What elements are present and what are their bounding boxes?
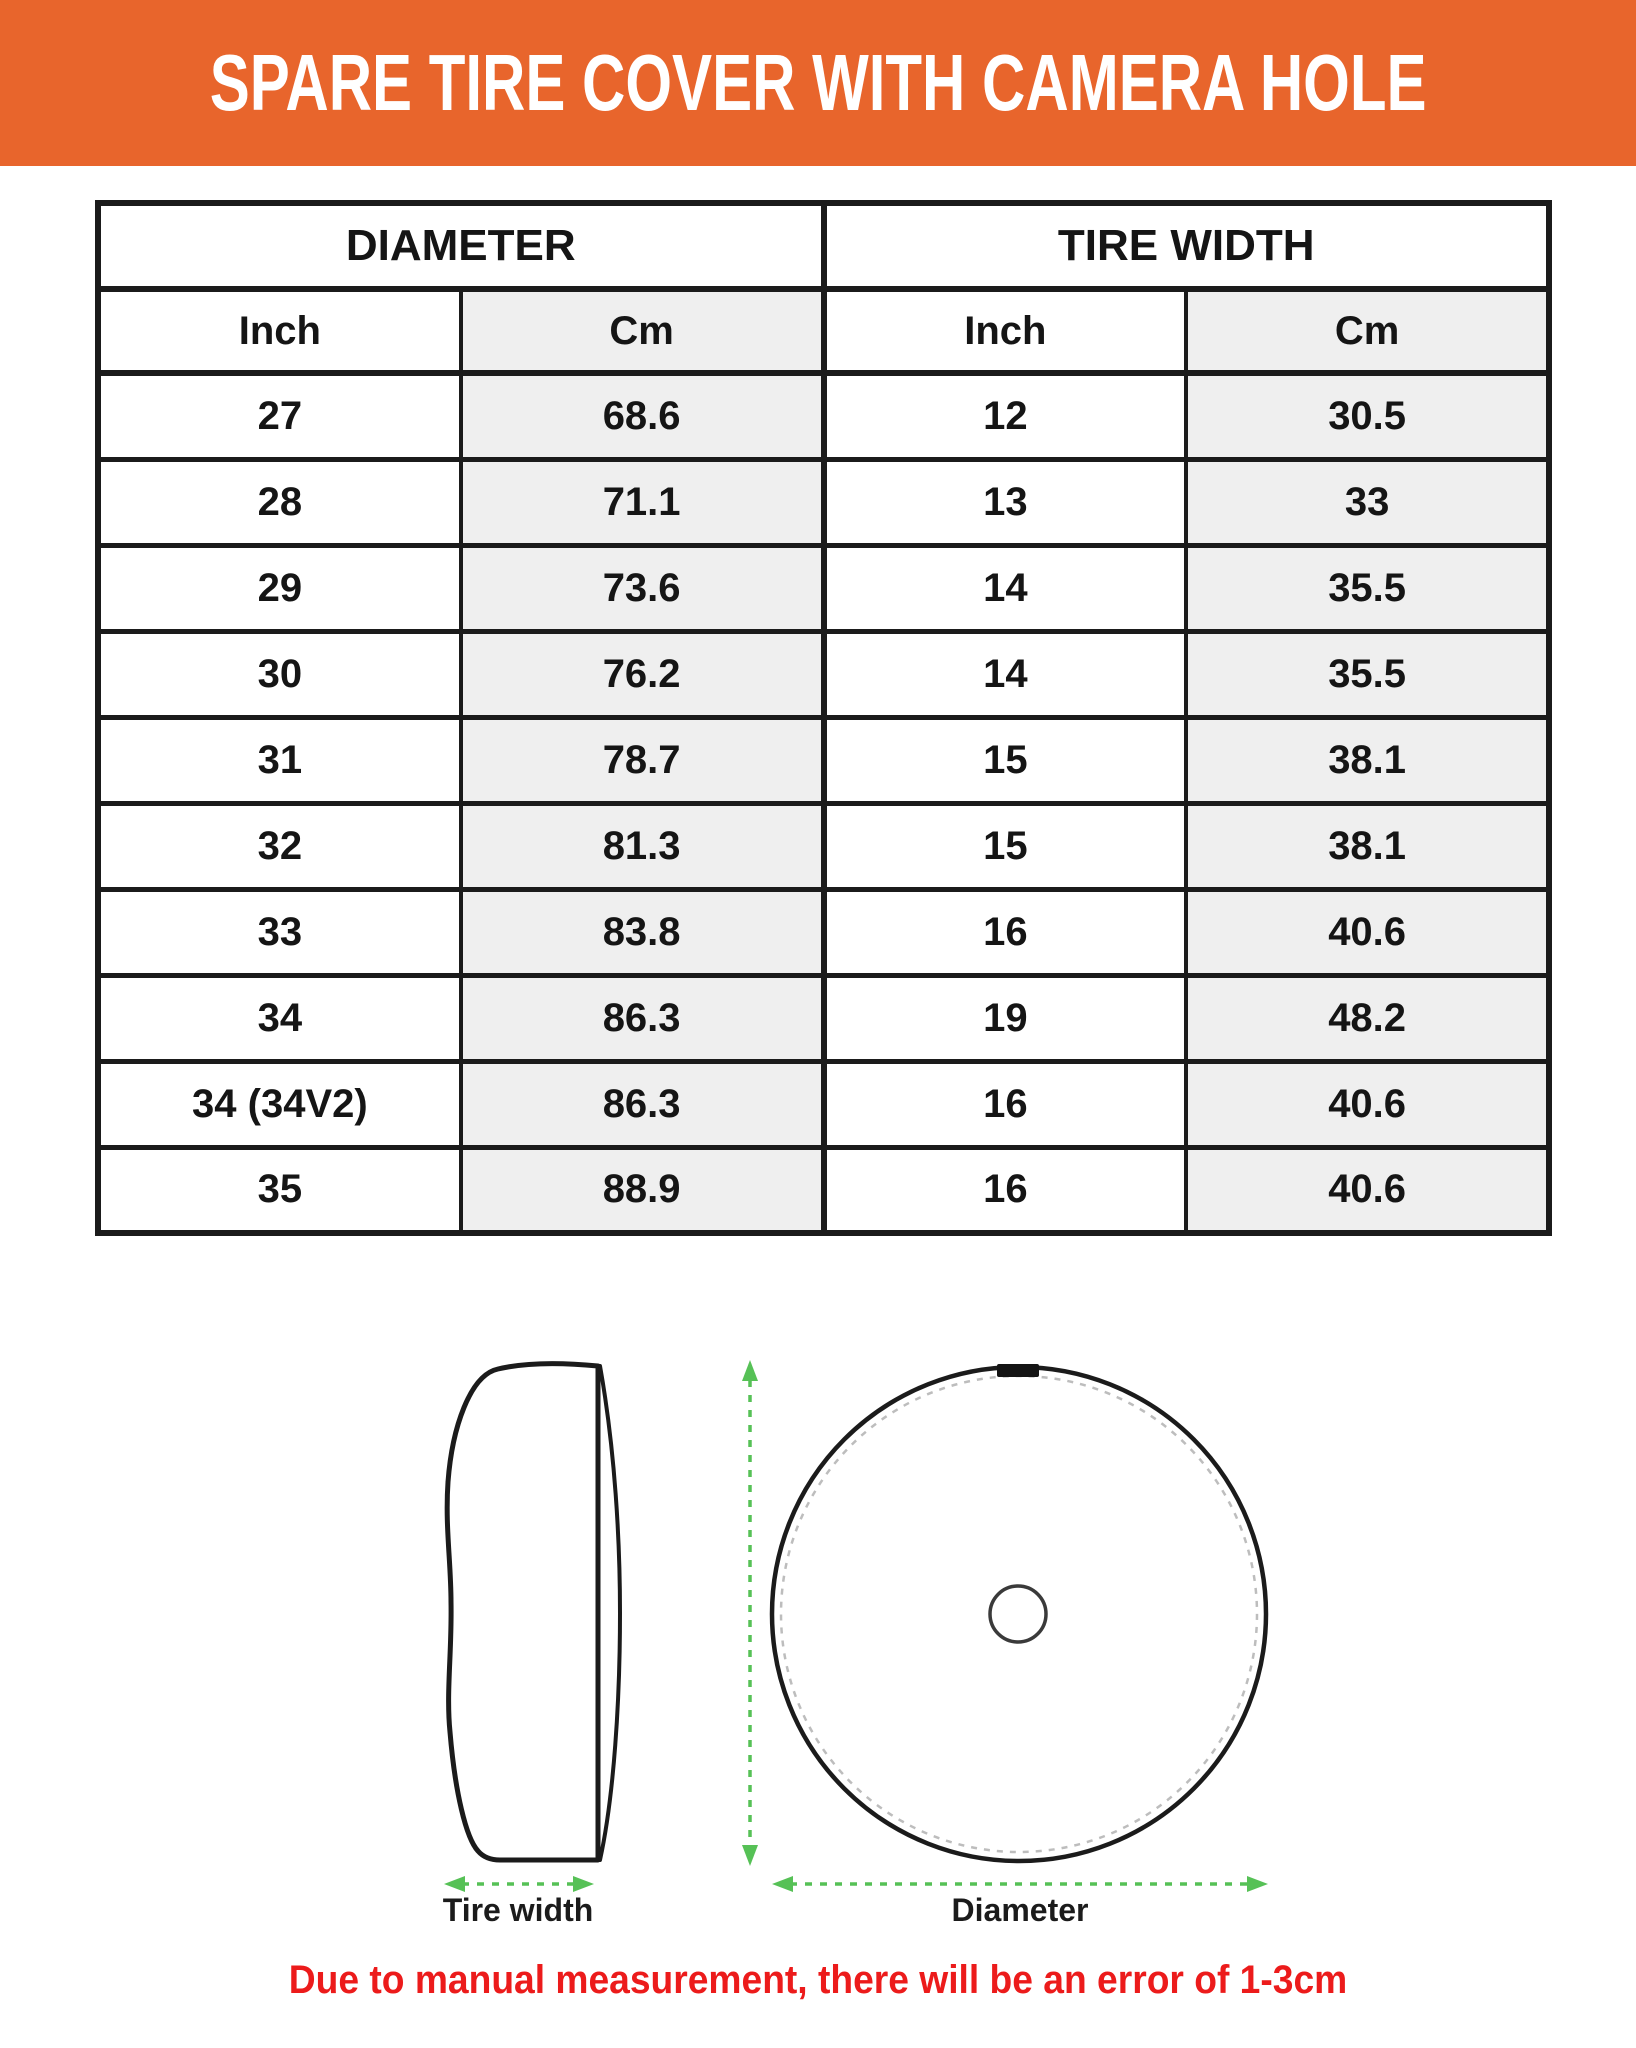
table-cell: 15 [824, 803, 1187, 889]
table-cell: 86.3 [461, 975, 824, 1061]
table-cell: 76.2 [461, 631, 824, 717]
table-cell: 34 (34V2) [98, 1061, 461, 1147]
table-cell: 14 [824, 631, 1187, 717]
tire-side-view-icon [447, 1364, 620, 1860]
column-header: Cm [1186, 289, 1549, 373]
top-marker [997, 1364, 1039, 1377]
table-cell: 33 [98, 889, 461, 975]
table-cell: 30 [98, 631, 461, 717]
table-cell: 48.2 [1186, 975, 1549, 1061]
column-header: Inch [824, 289, 1187, 373]
table-cell: 38.1 [1186, 717, 1549, 803]
table-cell: 12 [824, 373, 1187, 459]
table-cell: 35.5 [1186, 631, 1549, 717]
table-cell: 34 [98, 975, 461, 1061]
tire-width-arrow [444, 1876, 594, 1892]
table-cell: 40.6 [1186, 889, 1549, 975]
diameter-arrow [772, 1876, 1268, 1892]
table-cell: 30.5 [1186, 373, 1549, 459]
column-header: Inch [98, 289, 461, 373]
diameter-vertical-arrow [742, 1360, 758, 1866]
table-cell: 33 [1186, 459, 1549, 545]
column-group-tire-width: TIRE WIDTH [824, 203, 1550, 289]
table-cell: 40.6 [1186, 1147, 1549, 1233]
table-cell: 83.8 [461, 889, 824, 975]
table-cell: 31 [98, 717, 461, 803]
table-cell: 40.6 [1186, 1061, 1549, 1147]
measurement-disclaimer: Due to manual measurement, there will be an error of 1-3cm [288, 1958, 1348, 2002]
column-header: Cm [461, 289, 824, 373]
table-cell: 78.7 [461, 717, 824, 803]
table-cell: 29 [98, 545, 461, 631]
table-cell: 14 [824, 545, 1187, 631]
tire-width-label: Tire width [442, 1892, 594, 1928]
camera-hole-icon [990, 1586, 1046, 1642]
diameter-label: Diameter [951, 1892, 1089, 1928]
page-title: SPARE TIRE COVER WITH CAMERA HOLE [209, 38, 1427, 127]
table-cell: 86.3 [461, 1061, 824, 1147]
table-cell: 68.6 [461, 373, 824, 459]
table-cell: 27 [98, 373, 461, 459]
tire-front-view-icon [772, 1364, 1266, 1861]
table-cell: 13 [824, 459, 1187, 545]
table-cell: 88.9 [461, 1147, 824, 1233]
table-cell: 16 [824, 1061, 1187, 1147]
table-cell: 15 [824, 717, 1187, 803]
column-group-diameter: DIAMETER [98, 203, 824, 289]
table-cell: 35 [98, 1147, 461, 1233]
table-cell: 35.5 [1186, 545, 1549, 631]
table-cell: 71.1 [461, 459, 824, 545]
table-cell: 28 [98, 459, 461, 545]
table-cell: 16 [824, 1147, 1187, 1233]
table-cell: 81.3 [461, 803, 824, 889]
table-cell: 19 [824, 975, 1187, 1061]
table-cell: 38.1 [1186, 803, 1549, 889]
table-cell: 73.6 [461, 545, 824, 631]
table-cell: 32 [98, 803, 461, 889]
table-cell: 16 [824, 889, 1187, 975]
